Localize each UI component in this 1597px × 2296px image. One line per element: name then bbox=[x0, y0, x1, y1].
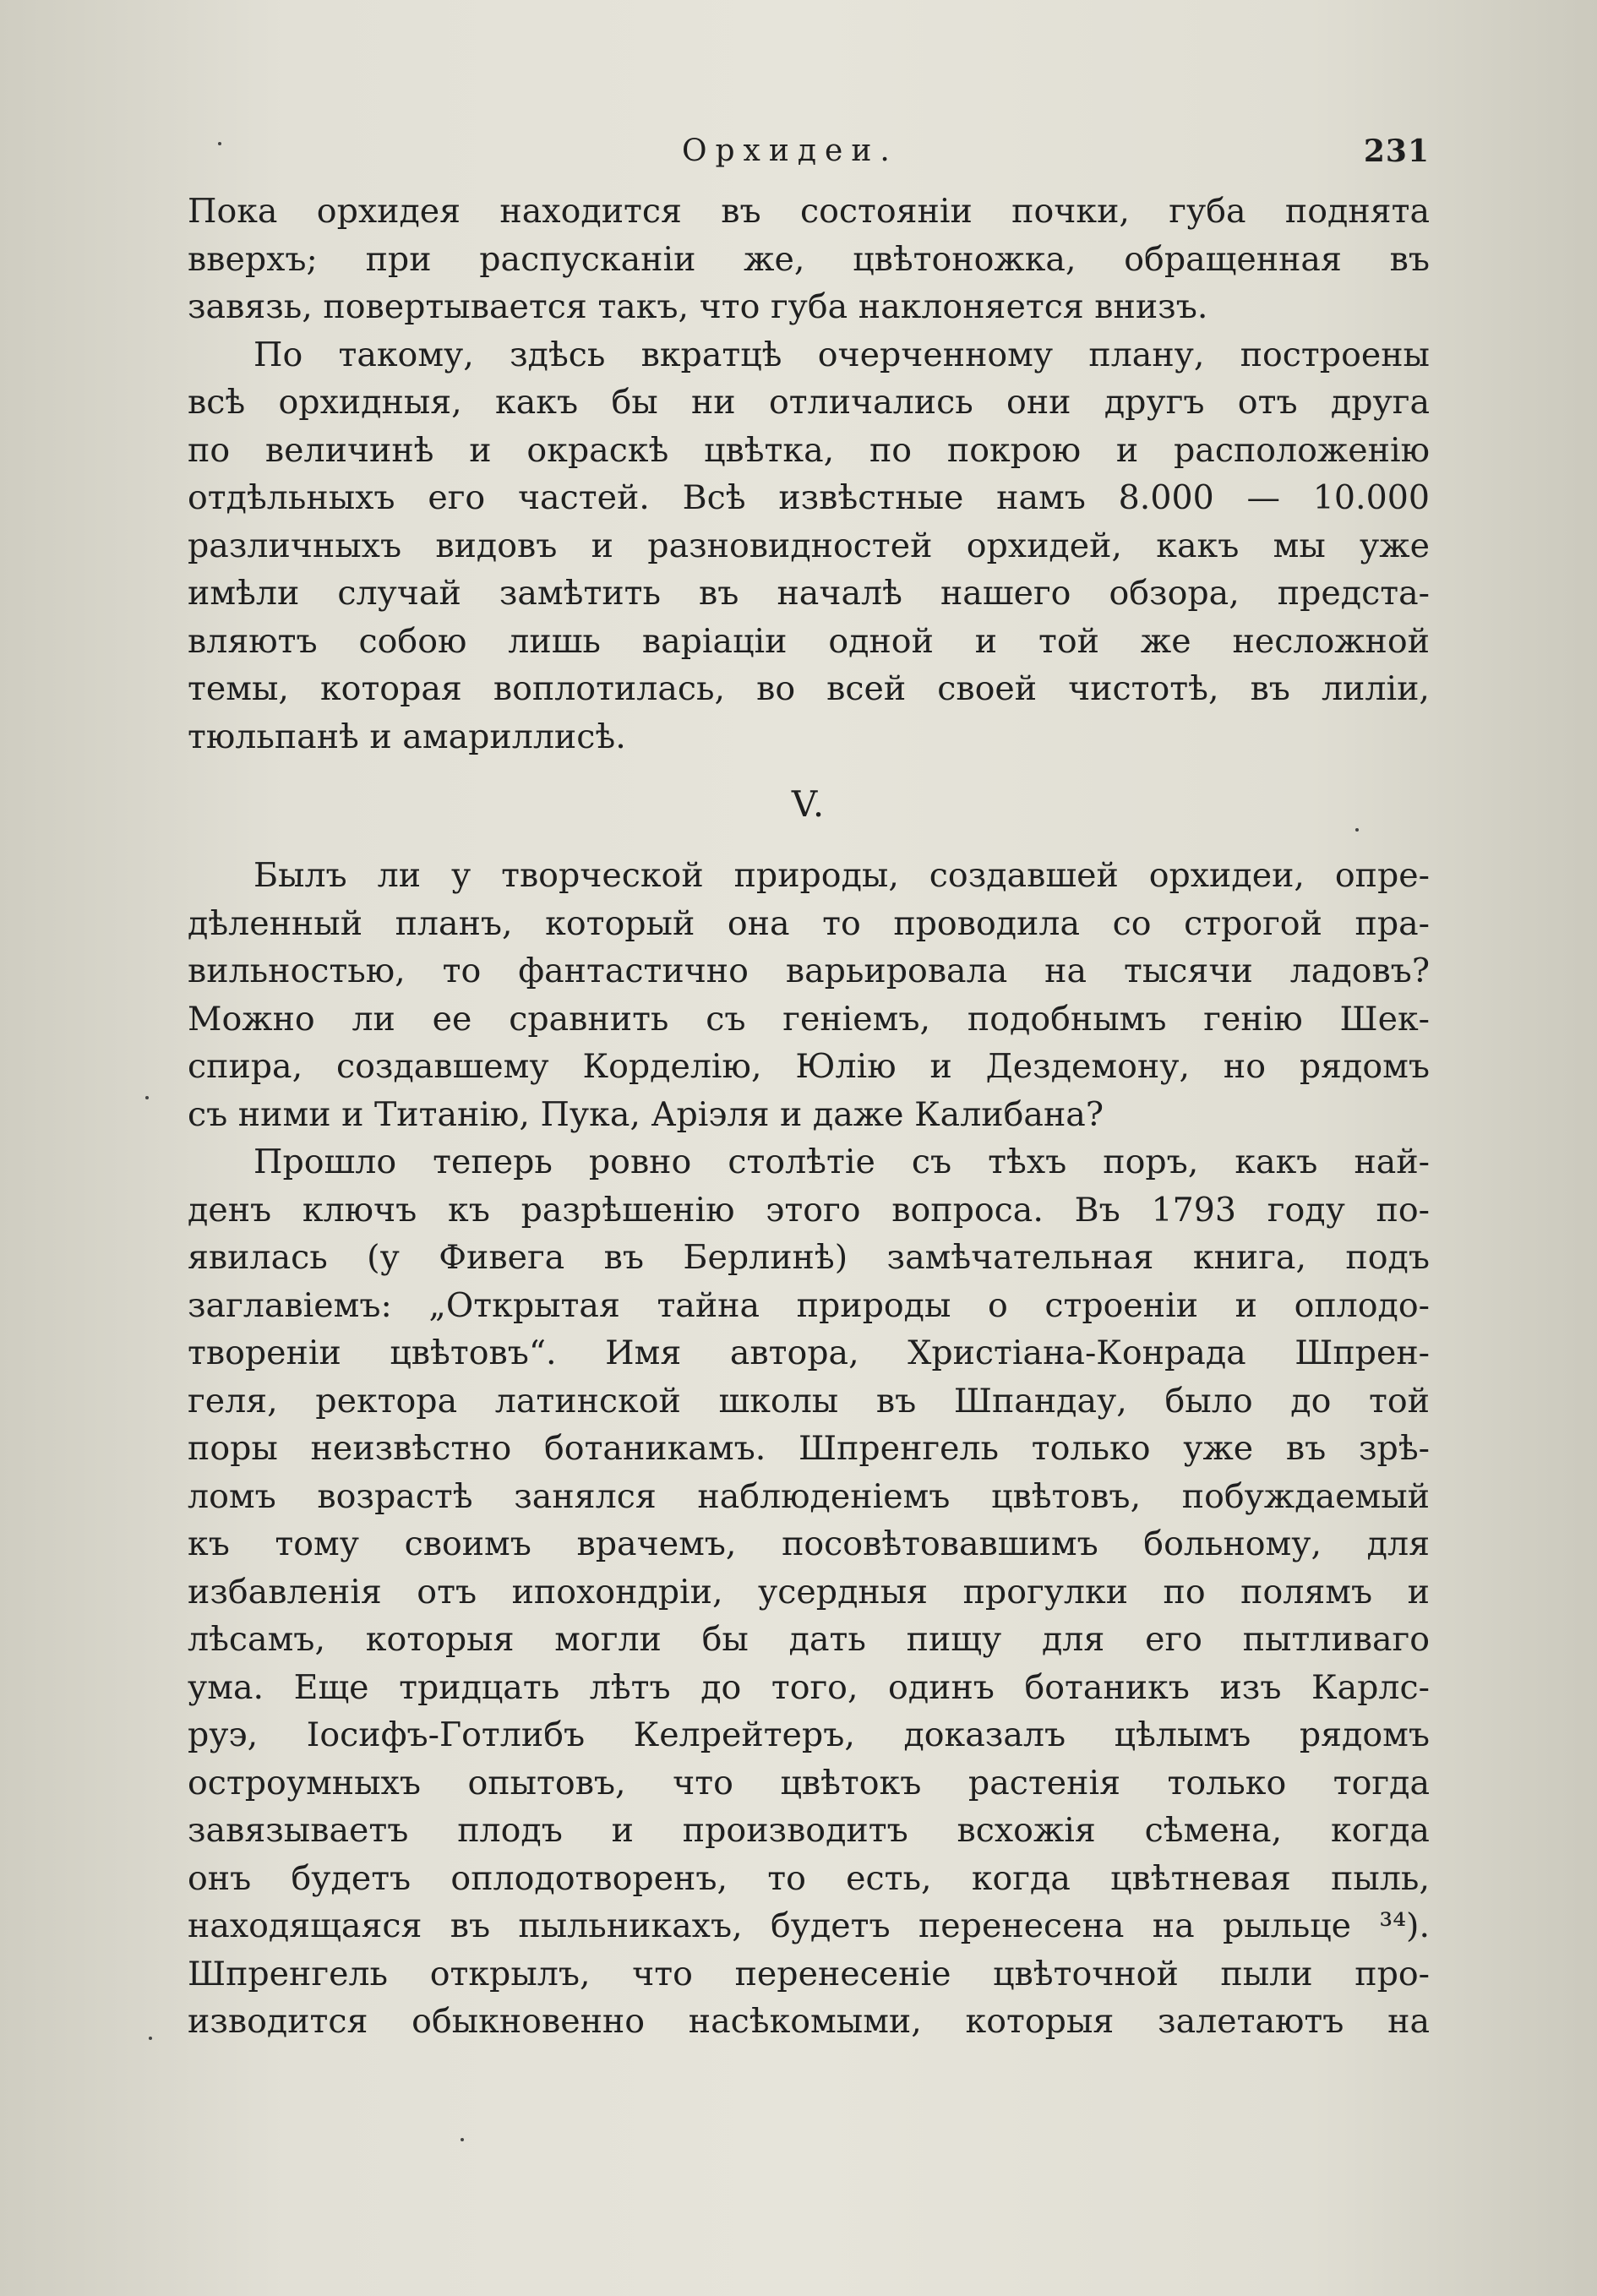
text-column bbox=[188, 127, 1430, 2046]
text-line: дѣленный планъ, который она то проводила со строгой пра- bbox=[188, 903, 1430, 943]
text-line: различныхъ видовъ и разновидностей орхидей, какъ мы уже bbox=[188, 526, 1430, 565]
text-line: съ ними и Титанію, Пука, Аріэля и даже Калибана? bbox=[188, 1094, 1104, 1134]
text-line: имѣли случай замѣтить въ началѣ нашего обзора, предста- bbox=[188, 574, 1430, 613]
paper-speck bbox=[149, 2037, 152, 2040]
text-line: вильностью, то фантастично варьировала на тысячи ладовъ? bbox=[188, 952, 1430, 990]
text-line: онъ будетъ оплодотворенъ, то есть, когда цвѣтневая пыль, bbox=[188, 1858, 1430, 1898]
text-line: остроумныхъ опытовъ, что цвѣтокъ растенія только тогда bbox=[188, 1763, 1430, 1802]
text-line: изводится обыкновенно насѣкомыми, которыя залетаютъ на bbox=[188, 2002, 1430, 2041]
text-line: завязь, повертывается такъ, что губа наклоняется внизъ. bbox=[188, 287, 1208, 326]
text-line: всѣ орхидныя, какъ бы ни отличались они другъ отъ друга bbox=[188, 383, 1430, 422]
paragraph bbox=[188, 188, 1430, 331]
text-line: отдѣльныхъ его частей. Всѣ извѣстные намъ 8.000 — 10.000 bbox=[188, 478, 1430, 517]
text-line: Былъ ли у творческой природы, создавшей орхидеи, опре- bbox=[253, 856, 1430, 895]
text-line: Шпренгель открылъ, что перенесеніе цвѣточной пыли про- bbox=[188, 1954, 1430, 1993]
text-line: поры неизвѣстно ботаникамъ. Шпренгель только уже въ зрѣ- bbox=[188, 1429, 1430, 1468]
text-line: руэ, Іосифъ-Готлибъ Келрейтеръ, доказалъ цѣлымъ рядомъ bbox=[188, 1715, 1430, 1754]
section-heading: V. bbox=[791, 783, 826, 825]
paragraph bbox=[188, 331, 1430, 761]
page-number: 231 bbox=[1363, 134, 1430, 169]
text-line: По такому, здѣсь вкратцѣ очерченному плану, построены bbox=[253, 335, 1430, 374]
running-title: Орхидеи. bbox=[682, 134, 898, 168]
text-line: лѣсамъ, которыя могли бы дать пищу для его пытливаго bbox=[188, 1620, 1430, 1659]
text-line: вляютъ собою лишь варіаціи одной и той же несложной bbox=[188, 621, 1430, 661]
paragraph bbox=[188, 1138, 1430, 2046]
text-line: явилась (у Фивега въ Берлинѣ) замѣчательная книга, подъ bbox=[188, 1238, 1430, 1277]
text-line: находящаяся въ пыльникахъ, будетъ перенесена на рыльце ³⁴). bbox=[188, 1906, 1430, 1945]
text-line: Пока орхидея находится въ состояніи почки, губа поднята bbox=[188, 192, 1430, 231]
text-line: избавленія отъ ипохондріи, усердныя прогулки по полямъ и bbox=[188, 1572, 1430, 1612]
text-line: къ тому своимъ врачемъ, посовѣтовавшимъ больному, для bbox=[188, 1524, 1430, 1563]
paragraph bbox=[188, 852, 1430, 1138]
text-line: вверхъ; при распусканіи же, цвѣтоножка, обращенная въ bbox=[188, 239, 1430, 279]
text-line: ума. Еще тридцать лѣтъ до того, одинъ ботаникъ изъ Карлс- bbox=[188, 1667, 1430, 1707]
text-line: завязываетъ плодъ и производитъ всхожія сѣмена, когда bbox=[188, 1811, 1430, 1850]
text-line: геля, ректора латинской школы въ Шпандау, было до той bbox=[188, 1381, 1430, 1421]
paper-speck bbox=[145, 1096, 149, 1099]
text-line: Прошло теперь ровно столѣтіе съ тѣхъ поръ, какъ най- bbox=[253, 1143, 1430, 1181]
text-line: темы, которая воплотилась, во всей своей чистотѣ, въ лиліи, bbox=[188, 669, 1430, 708]
running-header bbox=[188, 127, 1430, 188]
text-line: тюльпанѣ и амариллисѣ. bbox=[188, 717, 626, 756]
text-line: спира, создавшему Корделію, Юлію и Дездемону, но рядомъ bbox=[188, 1047, 1430, 1086]
text-line: Можно ли ее сравнить съ геніемъ, подобнымъ генію Шек- bbox=[188, 999, 1430, 1039]
text-line: денъ ключъ къ разрѣшенію этого вопроса. Въ 1793 году по- bbox=[188, 1190, 1430, 1230]
text-line: ломъ возрастѣ занялся наблюденіемъ цвѣтовъ, побуждаемый bbox=[188, 1476, 1430, 1516]
text-line: по величинѣ и окраскѣ цвѣтка, по покрою и расположенію bbox=[188, 430, 1430, 470]
text-line: заглавіемъ: „Открытая тайна природы о строеніи и оплодо- bbox=[188, 1285, 1430, 1325]
paper-speck bbox=[461, 2138, 464, 2141]
text-line: твореніи цвѣтовъ“. Имя автора, Христіана-Конрада Шпрен- bbox=[188, 1333, 1430, 1372]
